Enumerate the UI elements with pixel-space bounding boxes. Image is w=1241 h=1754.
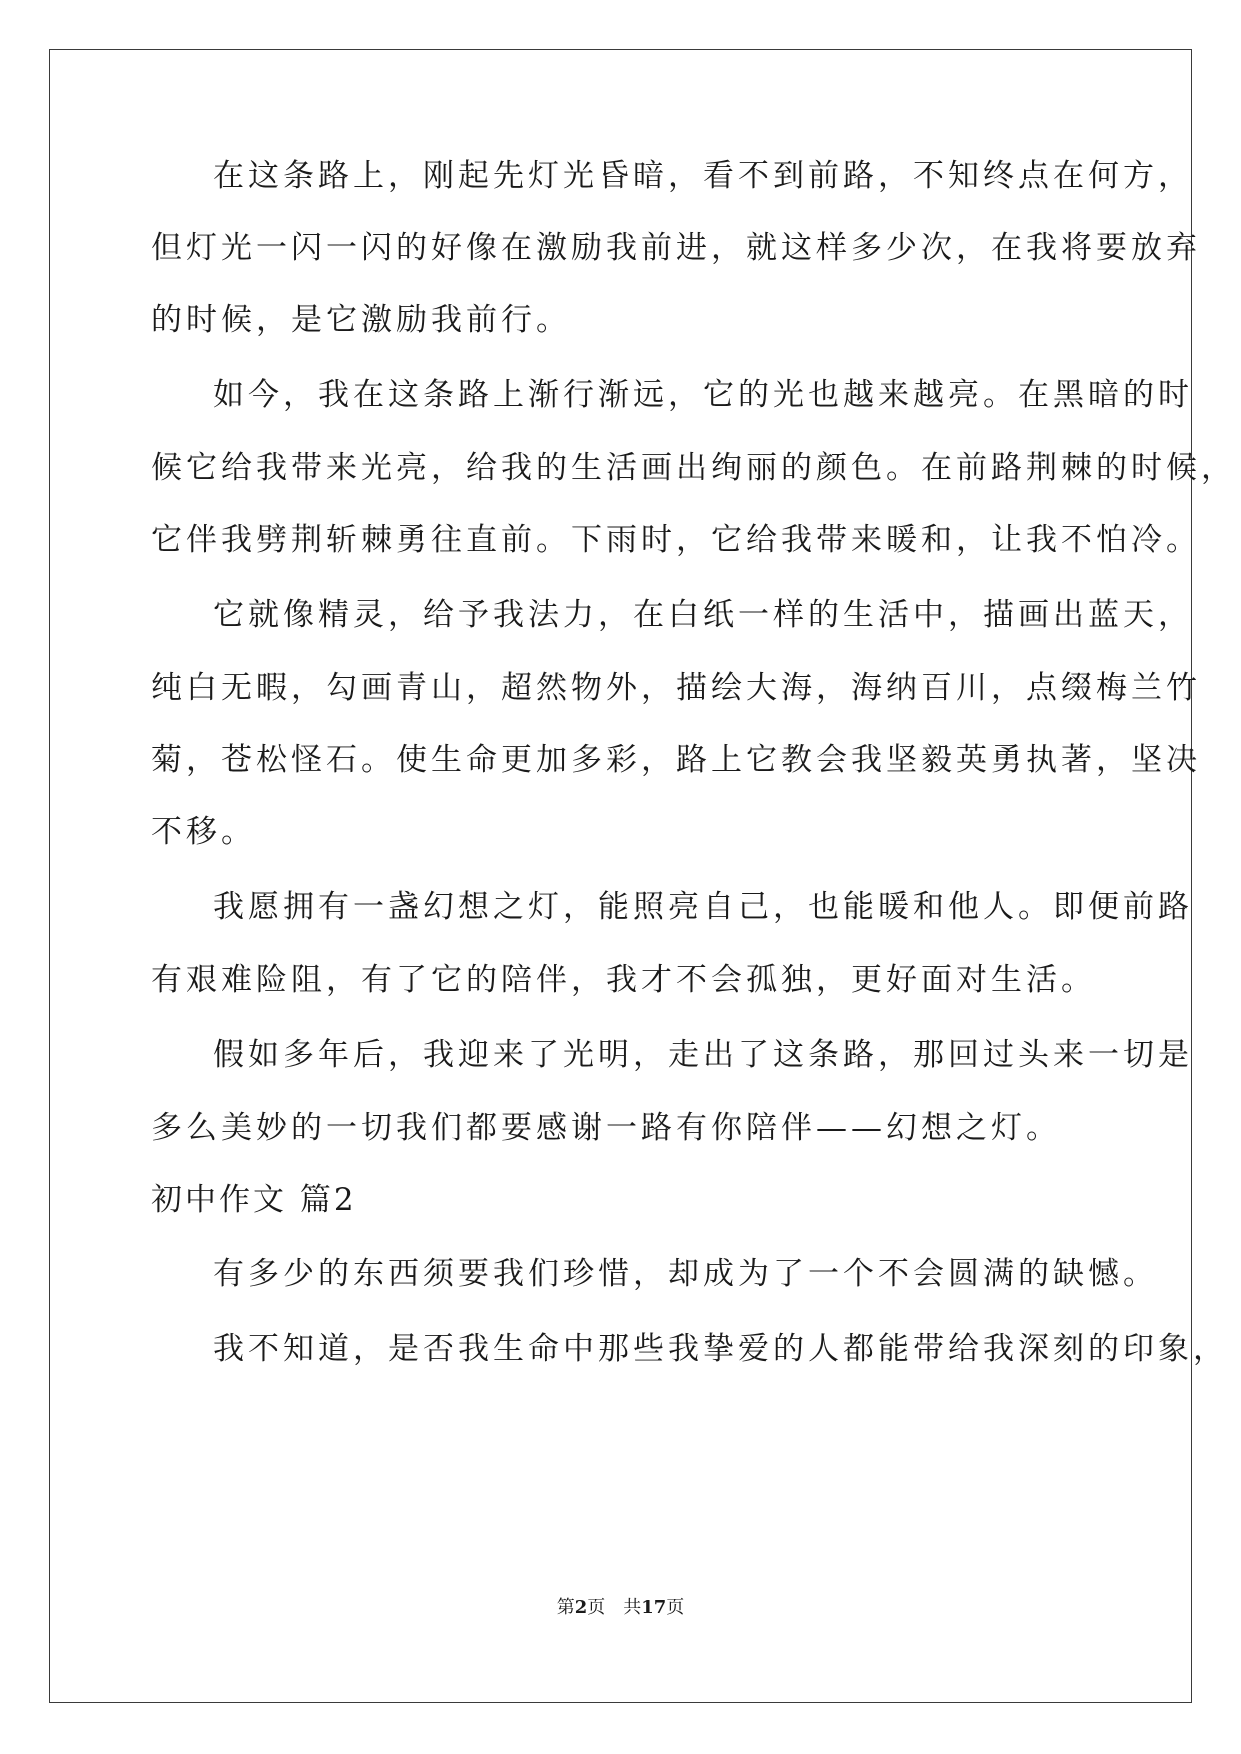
paragraph-line: 假如多年后，我迎来了光明，走出了这条路，那回过头来一切是 (213, 1037, 1193, 1073)
footer-page-current: 2 (574, 1597, 588, 1618)
paragraph-line: 我愿拥有一盏幻想之灯，能照亮自己，也能暖和他人。即便前路 (213, 889, 1193, 925)
paragraph-line: 有多少的东西须要我们珍惜，却成为了一个不会圆满的缺憾。 (213, 1256, 1158, 1292)
paragraph-line: 但灯光一闪一闪的好像在激励我前进，就这样多少次，在我将要放弃 (151, 230, 1201, 266)
paragraph-line: 它就像精灵，给予我法力，在白纸一样的生活中，描画出蓝天， (213, 597, 1193, 633)
page-border (49, 49, 1192, 1703)
paragraph-line: 在这条路上，刚起先灯光昏暗，看不到前路，不知终点在何方， (213, 158, 1193, 194)
footer-total-prefix: 共 (623, 1597, 642, 1618)
footer-page-total: 17 (641, 1597, 667, 1618)
paragraph-line: 我不知道，是否我生命中那些我挚爱的人都能带给我深刻的印象， (213, 1331, 1228, 1367)
paragraph-line: 候它给我带来光亮，给我的生活画出绚丽的颜色。在前路荆棘的时候， (151, 450, 1236, 486)
paragraph-line: 纯白无暇，勾画青山，超然物外，描绘大海，海纳百川，点缀梅兰竹 (151, 670, 1201, 706)
section-heading: 初中作文 篇2 (151, 1182, 357, 1218)
paragraph-line: 的时候，是它激励我前行。 (151, 302, 571, 338)
paragraph-line: 多么美妙的一切我们都要感谢一路有你陪伴——幻想之灯。 (151, 1110, 1061, 1146)
paragraph-line: 菊，苍松怪石。使生命更加多彩，路上它教会我坚毅英勇执著，坚决 (151, 742, 1201, 778)
footer-page-prefix: 第 (556, 1597, 575, 1618)
paragraph-line: 如今，我在这条路上渐行渐远，它的光也越来越亮。在黑暗的时 (213, 377, 1193, 413)
paragraph-line: 有艰难险阻，有了它的陪伴，我才不会孤独，更好面对生活。 (151, 962, 1096, 998)
footer-total-suffix: 页 (666, 1597, 685, 1618)
footer-page-suffix: 页 (587, 1597, 606, 1618)
paragraph-line: 不移。 (151, 814, 256, 850)
paragraph-line: 它伴我劈荆斩棘勇往直前。下雨时，它给我带来暖和，让我不怕冷。 (151, 522, 1201, 558)
page-footer (0, 1596, 1241, 1620)
